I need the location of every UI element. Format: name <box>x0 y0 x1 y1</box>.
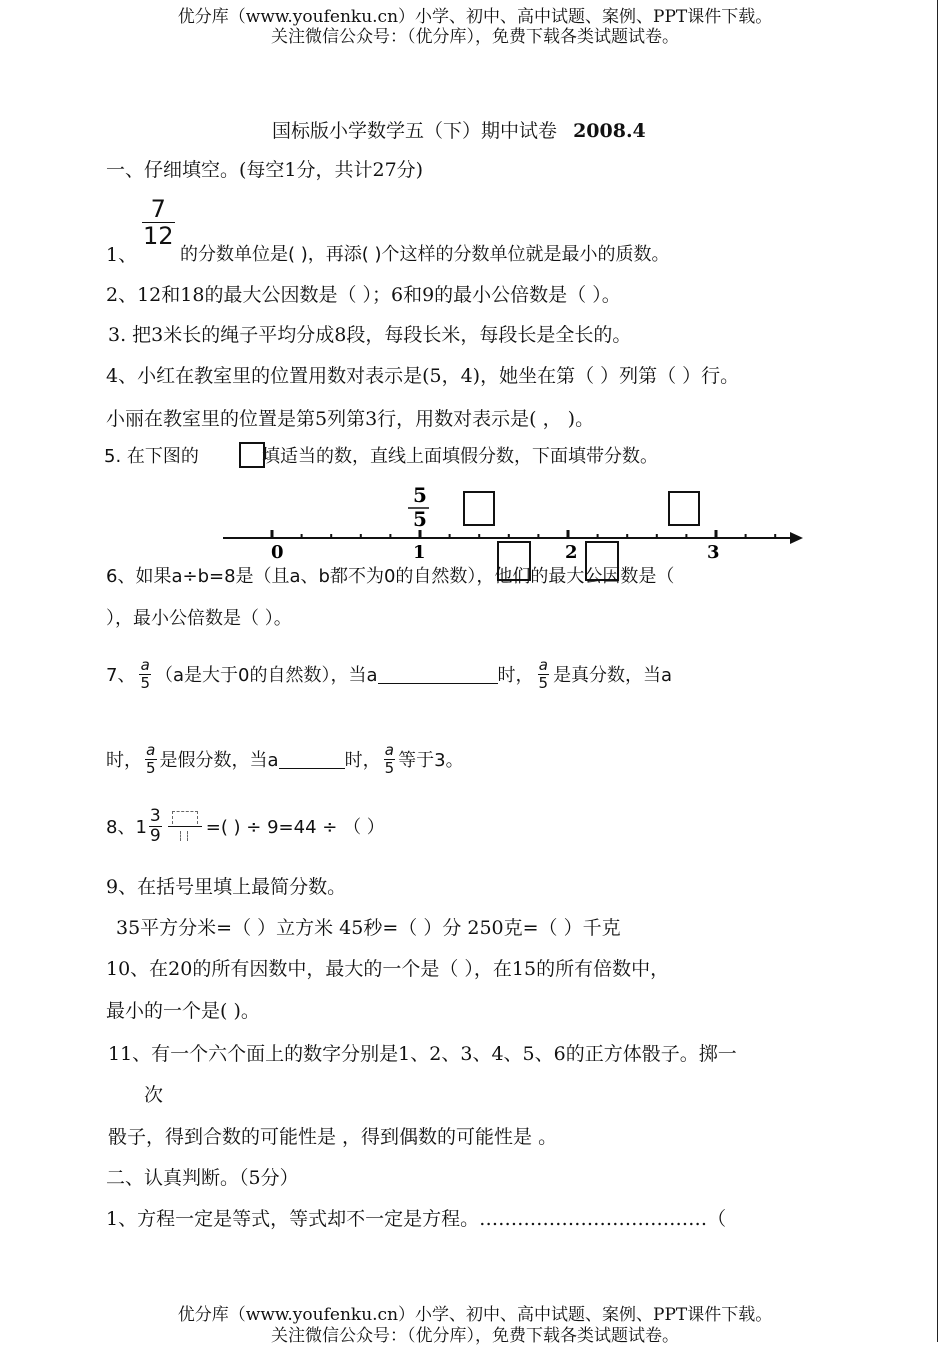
q7-frac2-den: 5 <box>538 673 549 692</box>
tick-label-2: 2 <box>565 542 578 563</box>
q7-blank-2[interactable] <box>279 750 345 769</box>
q7-frac1-den: 5 <box>140 673 150 692</box>
q7-line2-a: 时， <box>106 750 142 771</box>
q7-line2-c: 时， <box>344 750 381 771</box>
tick-label-3: 3 <box>707 542 720 563</box>
q6-line-2: ），最小公倍数是（ ）。 <box>106 608 292 629</box>
numberline-frac-denominator: 5 <box>413 507 427 531</box>
q11-line-1b: 次 <box>144 1084 164 1106</box>
q7-line-2 <box>106 736 464 782</box>
number-line-arrow <box>790 532 803 544</box>
numberline-frac-numerator: 5 <box>413 483 427 507</box>
q8-frac-den: 9 <box>149 825 161 846</box>
q7-part-3: 是真分数，当a <box>553 665 673 686</box>
q7-part-1: （a是大于0的自然数），当a <box>155 665 378 686</box>
section2-heading: 二、认真判断。（5分） <box>106 1167 299 1189</box>
q7-fraction-3 <box>145 742 157 777</box>
title-text: 国标版小学数学五（下）期中试卷 <box>272 120 558 142</box>
section2-q1: 1、方程一定是等式，等式却不一定是方程。………………………………（ <box>106 1208 727 1230</box>
section1-heading: 一、仔细填空。(每空1分，共计27分) <box>106 159 424 181</box>
q9-heading: 9、在括号里填上最简分数。 <box>106 876 347 898</box>
header-line-1: 优分库（www.youfenku.cn）小学、初中、高中试题、案例、PPT课件下载。 <box>177 7 773 27</box>
q8-fraction <box>149 807 162 846</box>
q5-text-a: 5. 在下图的 <box>104 446 199 467</box>
q7-frac4-den: 5 <box>384 758 395 777</box>
q10-line-1: 10、在20的所有因数中，最大的一个是（ ），在15的所有倍数中， <box>106 958 670 980</box>
q3-text: 3. 把3米长的绳子平均分成8段，每段长米，每段长是全长的。 <box>108 324 632 346</box>
q5-text-b: 填适当的数，直线上面填假分数，下面填带分数。 <box>262 446 658 467</box>
tick-label-0: 0 <box>271 542 284 563</box>
q1-fraction-numerator: 7 <box>150 195 166 223</box>
q7-part-2: 时， <box>497 665 534 686</box>
q8-line <box>106 803 385 849</box>
q7-frac2-num: a <box>538 655 548 674</box>
title-date: 2008.4 <box>573 120 646 142</box>
q2-text: 2、12和18的最大公因数是（ ）；6和9的最小公倍数是（ ）。 <box>106 284 621 306</box>
q9-items: 35平方分米=（ ）立方米 45秒=（ ）分 250克=（ ）千克 <box>116 917 621 939</box>
q7-blank-1[interactable] <box>378 665 498 684</box>
number-line-ticks <box>272 530 775 538</box>
footer-line-1: 优分库（www.youfenku.cn）小学、初中、高中试题、案例、PPT课件下载。 <box>177 1305 773 1325</box>
page-title <box>272 116 646 143</box>
q7-frac1-num: a <box>140 655 150 674</box>
q7-frac3-den: 5 <box>146 758 156 777</box>
q1-prefix: 1、 <box>106 244 138 266</box>
q7-fraction-4 <box>384 742 396 777</box>
q7-line2-d: 等于3。 <box>398 750 464 771</box>
q7-line-1 <box>106 651 672 697</box>
q8-blank-fraction[interactable] <box>166 809 204 843</box>
q8-frac-num: 3 <box>149 805 161 826</box>
q8-prefix: 8、1 <box>106 817 147 838</box>
q11-line-2: 骰子，得到合数的可能性是 ，得到偶数的可能性是 。 <box>108 1126 558 1148</box>
q7-prefix: 7、 <box>106 665 136 686</box>
tick-label-1: 1 <box>413 542 426 563</box>
q11-line-1: 11、有一个六个面上的数字分别是1、2、3、4、5、6的正方体骰子。掷一 <box>108 1043 737 1065</box>
q7-line2-b: 是假分数，当a <box>159 750 279 771</box>
q7-frac4-num: a <box>384 740 394 759</box>
q7-frac3-num: a <box>146 740 156 759</box>
footer-line-2: 关注微信公众号：（优分库），免费下载各类试题试卷。 <box>271 1326 679 1346</box>
page-right-border <box>937 0 938 1342</box>
q4-line-2: 小丽在教室里的位置是第5列第3行，用数对表示是( ， )。 <box>106 408 595 430</box>
q1-fraction-denominator: 12 <box>143 222 174 250</box>
q1-fraction <box>142 196 175 249</box>
answer-box-above-2 <box>669 492 699 525</box>
answer-box-above-1 <box>464 492 494 525</box>
q10-line-2: 最小的一个是( )。 <box>106 1000 260 1022</box>
header-line-2: 关注微信公众号：（优分库），免费下载各类试题试卷。 <box>271 27 679 47</box>
q7-fraction-1 <box>139 657 151 692</box>
q7-fraction-2 <box>538 657 550 692</box>
q8-rest: =( ) ÷ 9=44 ÷ （ ） <box>205 817 385 838</box>
q4-line-1: 4、小红在教室里的位置用数对表示是(5，4)，她坐在第（ ）列第（ ）行。 <box>106 365 740 387</box>
q6-line-1: 6、如果a÷b=8是（且a、b都不为0的自然数），他们的最大公因数是（ <box>106 566 675 587</box>
q1-text: 的分数单位是( )，再添( )个这样的分数单位就是最小的质数。 <box>180 244 670 265</box>
